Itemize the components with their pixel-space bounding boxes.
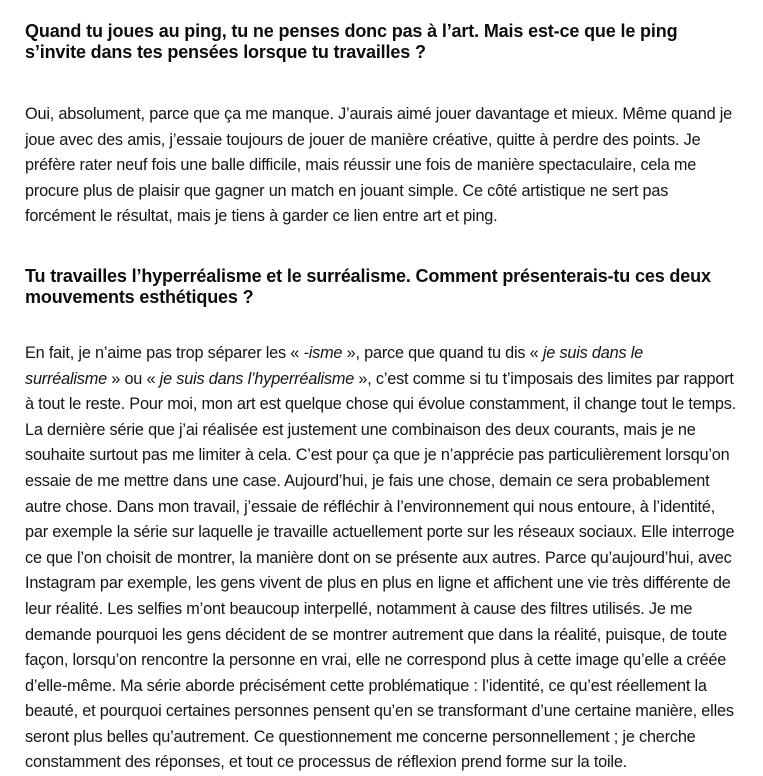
answer-2-run-6: », c’est comme si tu t’imposais des limites par rapport à tout le reste. Pour moi, mon art est quelque chose qui évolue constamment, il change tout le temps. La dernière série que j’ai réalisée est justement une combinaison des deux courants, mais je ne souhaite surtout pas me limiter à cela. C’est pour ça que je n’apprécie pas particulièrement lorsqu’on essaie de me mettre dans une case. Aujourd’hui, je fais une chose, demain ce sera probablement autre chose. Dans mon travail, j’essaie de réfléchir à l’environnement qui nous entoure, à l’identité, par exemple la série sur laquelle je travaille actuellement porte sur les réseaux sociaux. Elle interroge ce que l’on choisit de montrer, la manière dont on se présente aux autres. Parce qu’aujourd’hui, avec Instagram par exemple, les gens vivent de plus en plus en ligne et affichent une vie très différente de leur réalité. Les selfies m’ont beaucoup interpellé, notamment à cause des filtres utilisés. Je me demande pourquoi les gens décident de se montrer autrement que dans la réalité, puisque, de toute façon, lorsqu’on rencontre la personne en vrai, elle ne correspond plus à cette image qu’elle a créée d’elle-même. Ma série aborde précisément cette problématique : l’identité, ce qu’est réellement la beauté, et pourquoi certaines personnes pensent qu’en se transformant d’une certaine manière, elles seront plus belles qu’autrement. Ce questionnement me concerne personnellement ; je cherche constamment des réponses, et tout ce processus de réflexion prend forme sur la toile. <box>25 369 737 772</box>
answer-2-run-4: » ou « <box>106 369 160 388</box>
answer-2-run-0: En fait, je n’aime pas trop séparer les « <box>25 343 304 362</box>
answer-2-run-1-italic: -isme <box>303 343 343 362</box>
question-2: Tu travailles l’hyperréalisme et le surréalisme. Comment présenterais-tu ces deux mouvements esthétiques ? <box>25 265 711 307</box>
answer-2-run-3-italic: je suis dans le surréalisme <box>25 343 644 388</box>
answer-2-run-2: », parce que quand tu dis « <box>342 343 543 362</box>
answer-2-run-5-italic: je suis dans l’hyperréalisme <box>159 369 355 388</box>
question-1: Quand tu joues au ping, tu ne penses donc pas à l’art. Mais est-ce que le ping s’invite dans tes pensées lorsque tu travailles ? <box>25 21 678 62</box>
answer-2 <box>25 341 741 776</box>
answer-1: Oui, absolument, parce que ça me manque. J’aurais aimé jouer davantage et mieux. Même quand je joue avec des amis, j’essaie toujours de jouer de manière créative, quitte à perdre des points. Je préfère rater neuf fois une balle difficile, mais réussir une fois de manière spectaculaire, cela me procure plus de plaisir que gagner un match en jouant simple. Ce côté artistique ne sert pas forcément le résultat, mais je tiens à garder ce lien entre art et ping. <box>25 105 733 226</box>
